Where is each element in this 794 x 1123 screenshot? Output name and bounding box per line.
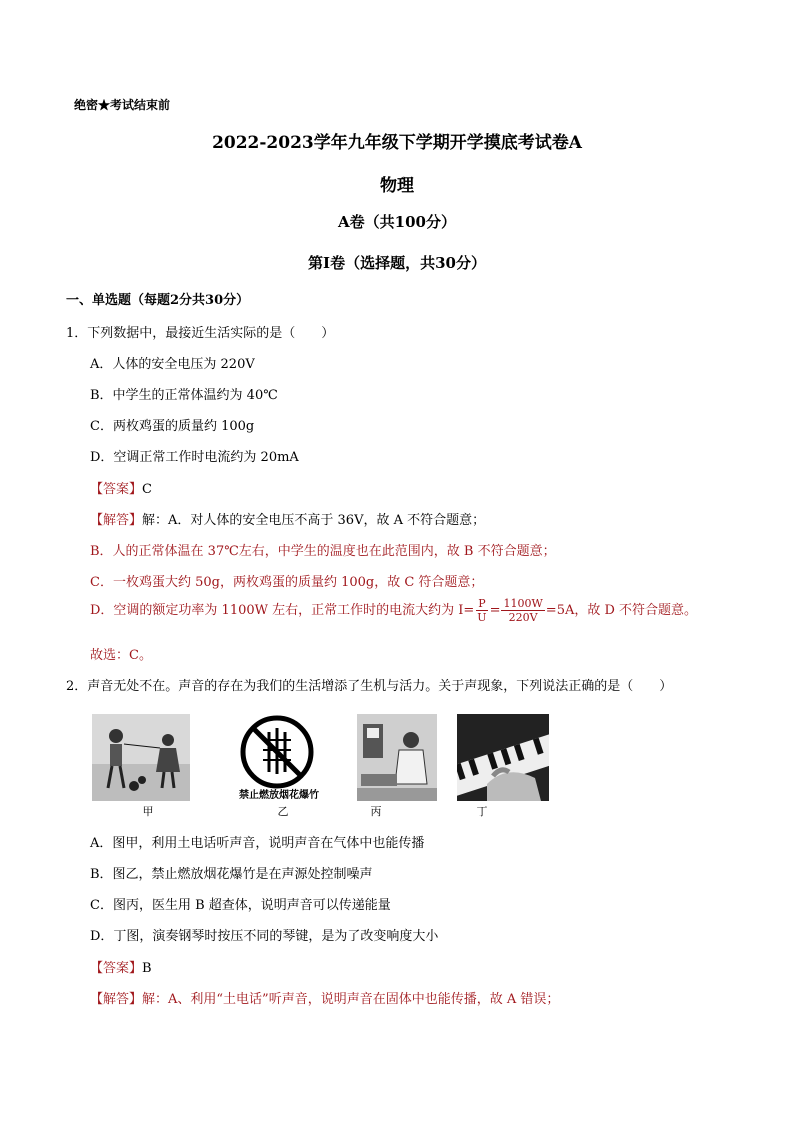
q1-option-c: C．两枚鸡蛋的质量约 100g: [90, 419, 255, 434]
q1-stem: 1．下列数据中，最接近生活实际的是（ ）: [66, 326, 335, 341]
answer-label: 【答案】: [90, 961, 143, 976]
volume-title: A卷（共100分）: [338, 213, 456, 231]
q1-option-b: B．中学生的正常体温约为 40℃: [90, 388, 278, 403]
formula-suffix: =5A，故 D 不符合题意。: [545, 603, 698, 618]
q2-option-a: A．图甲，利用土电话听声音，说明声音在气体中也能传播: [90, 836, 425, 851]
fraction-values: [501, 597, 544, 624]
part-title: 第Ⅰ卷（选择题，共30分）: [308, 254, 486, 272]
figure-bing-ultrasound: [357, 714, 437, 801]
q1-analysis-b: B．人的正常体温在 37℃左右，中学生的温度也在此范围内，故 B 不符合题意；: [90, 544, 556, 559]
analysis-text: 解：A、利用“土电话”听声音，说明声音在固体中也能传播，故 A 错误；: [142, 992, 560, 1007]
formula-prefix: D．空调的额定功率为 1100W 左右，正常工作时的电流大约为 I=: [90, 603, 475, 618]
exam-title: 2022-2023学年九年级下学期开学摸底考试卷A: [212, 133, 582, 153]
confidential-mark: 绝密★考试结束前: [74, 98, 171, 112]
figure-jia-string-phone: [92, 714, 190, 801]
analysis-text: 解：A．对人体的安全电压不高于 36V，故 A 不符合题意；: [142, 513, 486, 528]
q1-analysis-d: D．空调的额定功率为 1100W 左右，正常工作时的电流大约为 I= $\frac{P}{U}$ = $\frac{1100W}{220V}$ =5A，故 D 不符合题意。: [90, 597, 698, 624]
figure-label-yi: 乙: [277, 805, 289, 818]
figure-label-ding: 丁: [476, 805, 488, 818]
fraction-denominator: 220V: [508, 611, 538, 624]
q1-option-d: D．空调正常工作时电流约为 20mA: [90, 450, 299, 465]
analysis-label: 【解答】: [90, 513, 143, 528]
q2-stem: 2．声音无处不在。声音的存在为我们的生活增添了生机与活力。关于声现象，下列说法正确的是（ ）: [66, 679, 673, 694]
sign-text: 禁止燃放烟花爆竹: [239, 790, 319, 801]
figure-label-bing: 丙: [370, 805, 382, 818]
answer-value: C: [142, 482, 152, 497]
fraction-numerator: 1100W: [503, 597, 543, 610]
fraction-denominator: U: [477, 611, 487, 624]
q2-option-c: C．图丙，医生用 B 超查体，说明声音可以传递能量: [90, 898, 391, 913]
q1-analysis-c: C．一枚鸡蛋大约 50g，两枚鸡蛋的质量约 100g，故 C 符合题意；: [90, 575, 484, 590]
figure-label-jia: 甲: [142, 805, 154, 818]
q1-answer: [90, 478, 152, 497]
fraction-numerator: P: [478, 597, 486, 610]
section-heading: 一、单选题（每题2分共30分）: [66, 293, 250, 308]
q2-option-d: D．丁图，演奏钢琴时按压不同的琴键，是为了改变响度大小: [90, 929, 439, 944]
subject-title: 物理: [380, 176, 414, 196]
answer-label: 【答案】: [90, 482, 143, 497]
q2-analysis-a: [90, 988, 559, 1007]
answer-value: B: [142, 961, 152, 976]
q1-option-a: A．人体的安全电压为 220V: [90, 357, 255, 372]
q1-analysis-a: [90, 509, 485, 528]
analysis-label: 【解答】: [90, 992, 143, 1007]
figure-ding-piano: [457, 714, 549, 801]
fraction-p-over-u: [475, 597, 488, 624]
q2-answer: [90, 957, 152, 976]
q2-option-b: B．图乙，禁止燃放烟花爆竹是在声源处控制噪声: [90, 867, 373, 882]
figure-yi-no-fireworks-sign: [229, 714, 333, 801]
q1-conclusion: 故选：C。: [90, 648, 152, 663]
